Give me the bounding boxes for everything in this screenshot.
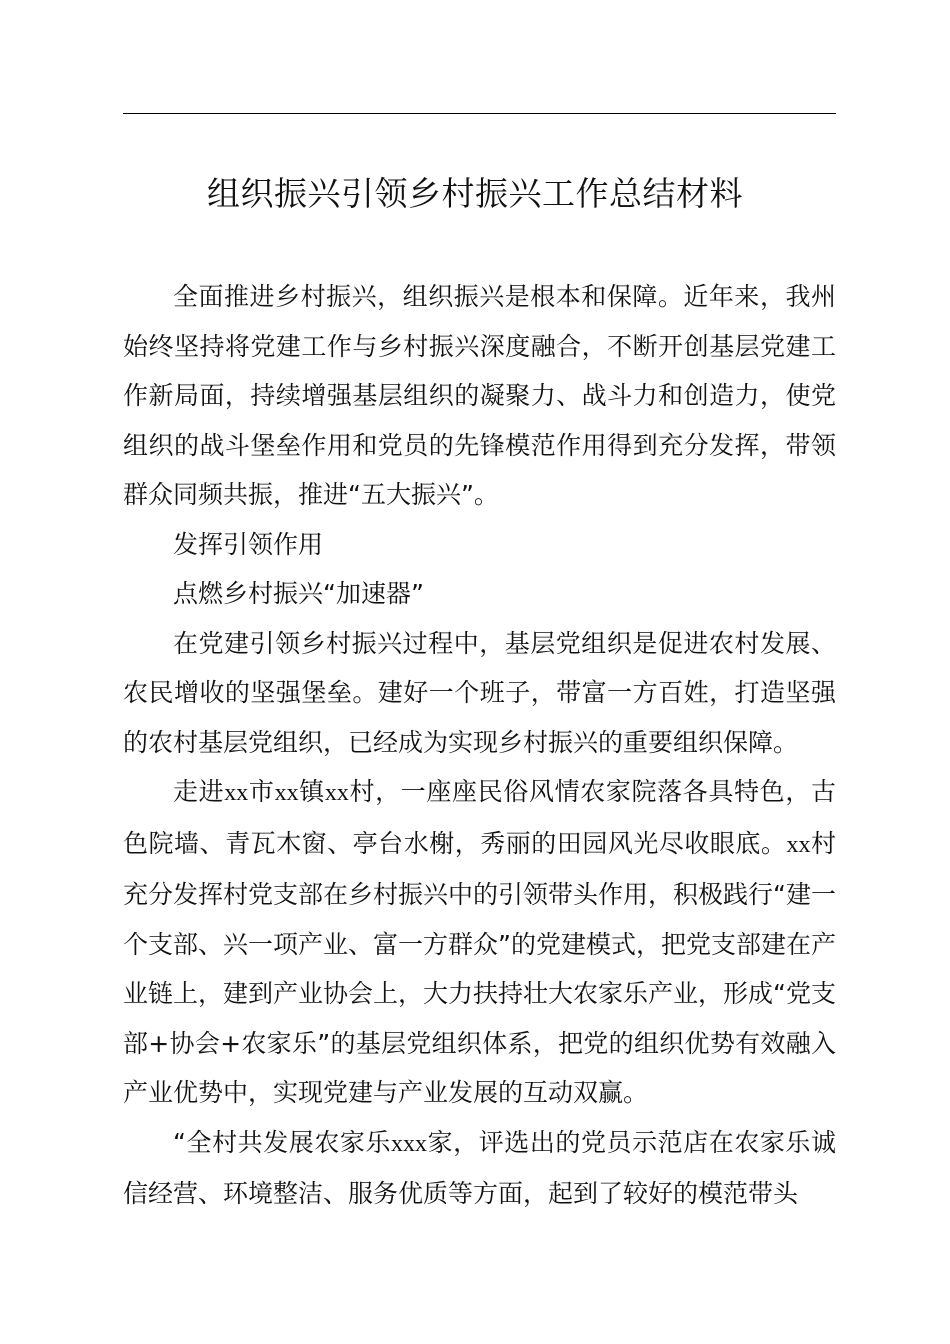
- section-heading: 发挥引领作用: [173, 529, 324, 559]
- section-subheading: 点燃乡村振兴“加速器”: [173, 579, 424, 608]
- paragraph-body: 在党建引领乡村振兴过程中，基层党组织是促进农村发展、农民增收的坚强堡垒。建好一个班子，带富一方百姓，打造坚强的农村基层党组织，已经成为实现乡村振兴的重要组织保障。: [123, 628, 836, 757]
- paragraph-quote: “全村共发展农家乐xxx家，评选出的党员示范店在农家乐诚信经营、环境整洁、服务优质等方面，起到了较好的模范带头: [123, 1127, 836, 1208]
- document-title: 组织振兴引领乡村振兴工作总结材料: [207, 174, 743, 213]
- paragraph-example: 走进xx市xx镇xx村，一座座民俗风情农家院落各具特色，古色院墙、青瓦木窗、亭台水榭，秀丽的田园风光尽收眼底。xx村充分发挥村党支部在乡村振兴中的引领带头作用，积极践行“建一个支部、兴一项产业、富一方群众”的党建模式，把党支部建在产业链上，建到产业协会上，大力扶持壮大农家乐产业，形成“党支部+协会+农家乐”的基层党组织体系，把党的组织优势有效融入产业优势中，实现党建与产业发展的互动双赢。: [123, 777, 836, 1107]
- document-body: [123, 272, 836, 1219]
- header-rule: [123, 113, 836, 114]
- paragraph-intro: 全面推进乡村振兴，组织振兴是根本和保障。近年来，我州始终坚持将党建工作与乡村振兴深度融合，不断开创基层党建工作新局面，持续增强基层组织的凝聚力、战斗力和创造力，使党组织的战斗堡垒作用和党员的先锋模范作用得到充分发挥，带领群众同频共振，推进“五大振兴”。: [123, 282, 836, 509]
